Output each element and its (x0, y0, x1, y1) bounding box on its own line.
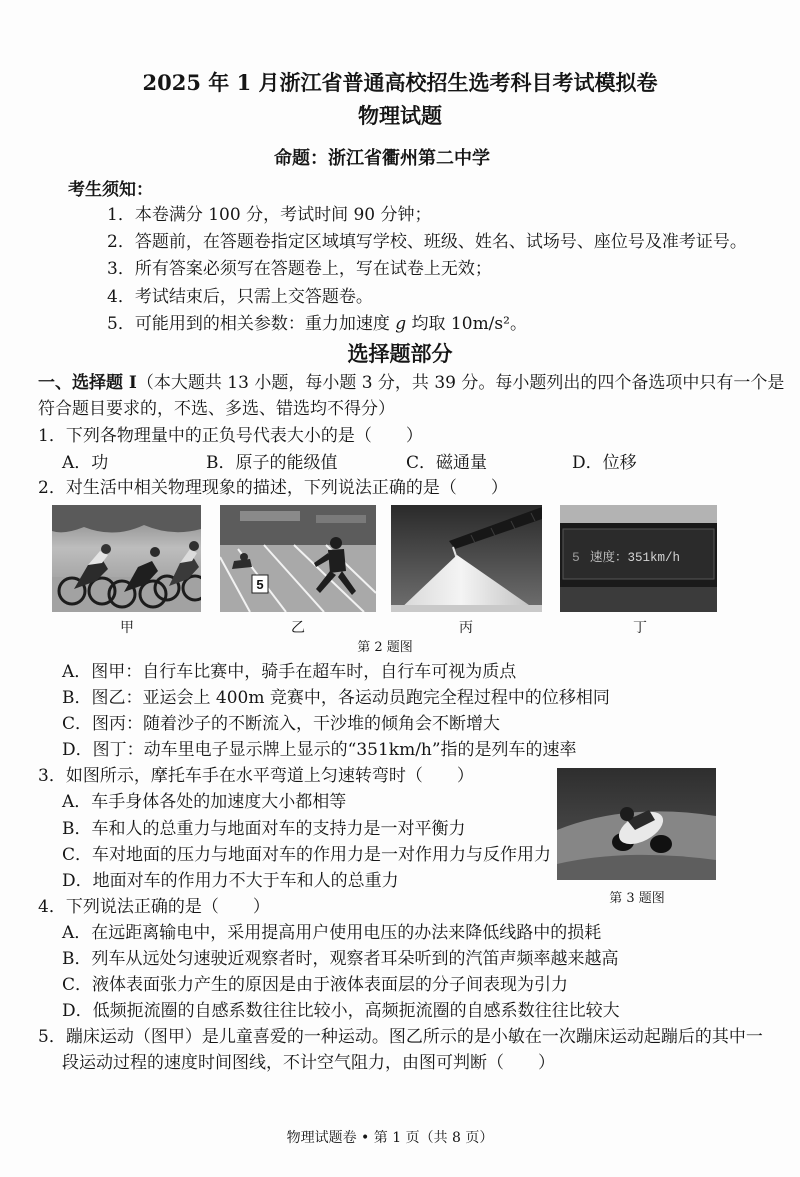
ceiling-band (560, 505, 717, 523)
question-3-option-b: B．车和人的总重力与地面对车的支持力是一对平衡力 (62, 819, 466, 839)
wheel (650, 835, 672, 853)
speed-display-illustration (560, 505, 717, 612)
notice-heading: 考生须知： (68, 180, 153, 200)
exam-author: 命题：浙江省衢州第二中学 (274, 148, 490, 169)
question-2-option-c: C．图丙：随着沙子的不断流入，干沙堆的倾角会不断增大 (62, 714, 501, 734)
figure-cycling-photo (52, 505, 201, 612)
question-3-option-a: A．车手身体各处的加速度大小都相等 (62, 792, 347, 812)
notice-item: 3．所有答案必须写在答题卷上，写在试卷上无效； (107, 259, 492, 279)
figure-track-photo (220, 505, 376, 612)
notice-item: 1．本卷满分 100 分，考试时间 90 分钟； (107, 205, 432, 225)
notice-item (107, 313, 527, 335)
question-2-option-b: B．图乙：亚运会上 400m 竞赛中，各运动员跑完全程过程中的位移相同 (62, 688, 610, 708)
question-1-option-a: A．功 (62, 453, 109, 473)
motorcycle-illustration (557, 768, 716, 880)
question-5-stem-cont: 段运动过程的速度时间图线，不计空气阻力，由图可判断（ ） (62, 1053, 555, 1073)
figure-3-caption: 第 3 题图 (609, 891, 665, 906)
ground (391, 605, 542, 612)
figure-label-yi: 乙 (291, 620, 305, 636)
question-4-option-b: B．列车从远处匀速驶近观察者时，观察者耳朵听到的汽笛声频率越来越高 (62, 949, 619, 969)
question-3-option-c: C．车对地面的压力与地面对车的作用力是一对作用力与反作用力 (62, 845, 552, 865)
section-title: 选择题部分 (347, 341, 453, 366)
question-2-option-a: A．图甲：自行车比赛中，骑手在超车时，自行车可视为质点 (62, 662, 517, 682)
question-2-option-d: D．图丁：动车里电子显示牌上显示的“351km/h”指的是列车的速率 (62, 740, 577, 760)
figure-label-ding: 丁 (633, 620, 647, 636)
figure-sand-pile-photo (391, 505, 542, 612)
question-4-option-d: D．低频扼流圈的自感系数往往比较小，高频扼流圈的自感系数往往比较大 (62, 1001, 620, 1021)
part-label: 一、选择题 I (38, 373, 137, 393)
figure-speed-display-photo (560, 505, 717, 612)
panel-bottom (560, 587, 717, 612)
exam-subtitle: 物理试题 (358, 103, 442, 128)
question-1-option-d: D．位移 (572, 453, 637, 473)
display-number: 5 (572, 550, 580, 565)
figure-label-jia: 甲 (120, 620, 134, 636)
notice-item-5-prefix: 5．可能用到的相关参数：重力加速度 (107, 314, 396, 334)
question-4-option-c: C．液体表面张力产生的原因是由于液体表面层的分子间表现为引力 (62, 975, 569, 995)
question-4-stem: 4．下列说法正确的是（ ） (38, 897, 270, 917)
figure-label-bing: 丙 (459, 620, 473, 636)
page-footer: 物理试题卷 • 第 1 页（共 8 页） (286, 1130, 494, 1146)
figure-2-caption: 第 2 题图 (357, 640, 413, 655)
notice-item-5-suffix: 均取 10m/s²。 (406, 314, 527, 334)
sand-pile-illustration (391, 505, 542, 612)
display-speed-text: 速度：351km/h (590, 551, 681, 565)
figure-motorcycle-photo (557, 768, 716, 880)
notice-item: 4．考试结束后，只需上交答题卷。 (107, 287, 373, 307)
part-description-cont: 符合题目要求的，不选、多选、错选均不得分） (38, 399, 395, 419)
question-3-stem: 3．如图所示，摩托车手在水平弯道上匀速转弯时（ ） (38, 766, 474, 786)
question-5-stem: 5．蹦床运动（图甲）是儿童喜爱的一种运动。图乙所示的是小敏在一次蹦床运动起蹦后的其中一 (38, 1027, 763, 1047)
question-3-option-d: D．地面对车的作用力不大于车和人的总重力 (62, 871, 399, 891)
question-1-option-b: B．原子的能级值 (206, 453, 338, 473)
part-instructions (38, 372, 784, 394)
trees-background (52, 505, 201, 533)
question-4-option-a: A．在远距离输电中，采用提高用户使用电压的办法来降低线路中的损耗 (62, 923, 602, 943)
exam-title: 2025 年 1 月浙江省普通高校招生选考科目考试模拟卷 (142, 70, 658, 95)
starting-block (252, 575, 268, 593)
cycling-illustration (52, 505, 201, 612)
notice-item: 2．答题前，在答题卷指定区域填写学校、班级、姓名、试场号、座位号及准考证号。 (107, 232, 747, 252)
question-1-option-c: C．磁通量 (406, 453, 488, 473)
question-1-stem: 1．下列各物理量中的正负号代表大小的是（ ） (38, 426, 423, 446)
gravity-symbol: g (395, 314, 407, 334)
helmet (620, 807, 634, 821)
question-2-stem: 2．对生活中相关物理现象的描述，下列说法正确的是（ ） (38, 478, 508, 498)
lane-number: 5 (256, 577, 264, 592)
track-illustration (220, 505, 376, 612)
part-description: （本大题共 13 小题，每小题 3 分，共 39 分。每小题列出的四个备选项中只有一个是 (136, 373, 785, 393)
